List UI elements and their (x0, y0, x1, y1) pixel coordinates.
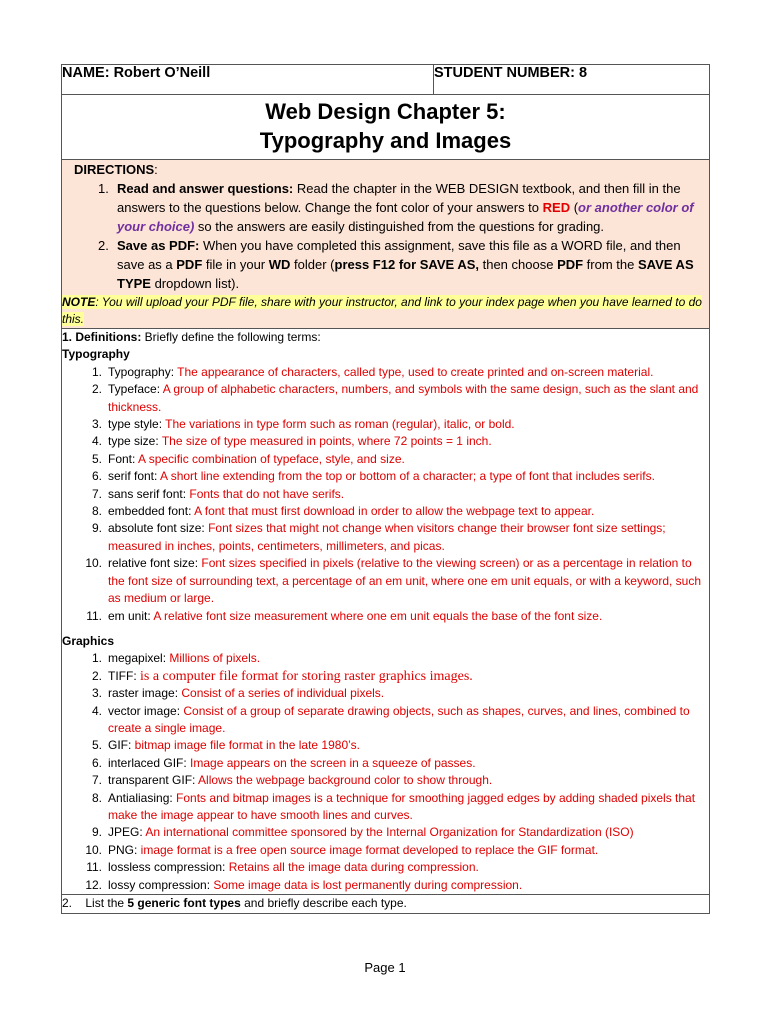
answer-text: Allows the webpage background color to show through. (198, 773, 493, 788)
header-row (62, 65, 710, 95)
item-number: 3. (91, 417, 102, 432)
title-line-1: Web Design Chapter 5: (265, 99, 506, 124)
directions-row (62, 160, 710, 329)
term-label: transparent GIF: (108, 773, 199, 788)
term-label: lossy compression: (108, 877, 214, 892)
note-text: : You will upload your PDF file, share with your instructor, and link to your index page when you have learned to do this. (62, 295, 702, 326)
typography-item (62, 433, 709, 450)
item-number: 11. (86, 860, 102, 875)
title-line-2: Typography and Images (259, 128, 512, 153)
name-label: NAME: (62, 65, 110, 81)
question-2-cell: 2. List the 5 generic font types and briefly describe each type. (62, 895, 710, 914)
item-number: 8. (91, 790, 102, 805)
item-number: 12. (85, 877, 102, 892)
graphics-item (62, 737, 709, 754)
directions-note (62, 294, 709, 328)
item-number: 5. (91, 451, 102, 466)
answer-text: The appearance of characters, called type, used to create printed and on-screen material. (177, 364, 654, 379)
term-label: Typography: (108, 364, 178, 379)
term-label: type style: (108, 417, 166, 432)
student-number-value: 8 (579, 65, 588, 81)
answer-text: A specific combination of typeface, style, and size. (138, 451, 405, 466)
typography-item (62, 555, 709, 607)
answer-text: Fonts that do not have serifs. (189, 486, 345, 501)
term-label: relative font size: (108, 556, 202, 571)
graphics-heading: Graphics (62, 633, 115, 648)
term-label: raster image: (108, 686, 182, 701)
term-label: Font: (108, 451, 139, 466)
answer-text: A short line extending from the top or bottom of a character; a type of font that includes serifs. (160, 469, 655, 484)
typography-item (62, 468, 709, 485)
item-number: 11. (86, 608, 102, 623)
item-number: 4. (91, 703, 102, 718)
item-number: 5. (91, 738, 102, 753)
answer-text: Retains all the image data during compression. (228, 860, 479, 875)
typography-item (62, 416, 709, 433)
graphics-item (62, 685, 709, 702)
item-number: 3. (91, 686, 102, 701)
definitions-cell (62, 329, 710, 895)
item-number: 10. (85, 556, 102, 571)
title-cell (62, 95, 710, 160)
typography-item (62, 486, 709, 503)
graphics-list (62, 650, 709, 894)
typography-item (62, 381, 709, 416)
graphics-item (62, 877, 709, 894)
definitions-row (62, 329, 710, 895)
directions-item-1: 1. Read and answer questions: Read the chapter in the WEB DESIGN textbook, and then fill in the answers to the questions below. Change the font color of your answers to RED (or another color of your choice) so the answers are easily distinguished from the questions for grading. (98, 181, 694, 234)
term-label: megapixel: (108, 651, 170, 666)
graphics-item (62, 668, 709, 685)
typography-item (62, 608, 709, 625)
answer-text: A group of alphabetic characters, numbers, and symbols with the same design, such as the slant and thickness. (108, 382, 699, 414)
graphics-item (62, 842, 709, 859)
term-label: serif font: (108, 469, 161, 484)
answer-text: A relative font size measurement where one em unit equals the base of the font size. (153, 608, 603, 623)
term-label: vector image: (108, 703, 184, 718)
answer-text: An international committee sponsored by the Internal Organization for Standardization (ISO) (145, 825, 634, 840)
graphics-item (62, 824, 709, 841)
page-number: Page 1 (364, 960, 406, 975)
term-label: absolute font size: (108, 521, 209, 536)
typography-item (62, 520, 709, 555)
term-label: type size: (108, 434, 162, 449)
item-number: 9. (91, 825, 102, 840)
item-number: 7. (91, 773, 102, 788)
answer-text: Font sizes specified in pixels (relative to the viewing screen) or as a percentage in relation to the font size of surrounding text, a percentage of an em unit, where one em unit equals, or with a keyword, such as medium or large. (108, 556, 702, 606)
typography-item (62, 503, 709, 520)
item-number: 1. (91, 651, 102, 666)
term-label: lossless compression: (108, 860, 229, 875)
item-number: 6. (91, 755, 102, 770)
name-value: Robert O’Neill (113, 65, 211, 81)
student-number-label: STUDENT NUMBER: (434, 65, 575, 81)
answer-text: Fonts and bitmap images is a technique for smoothing jagged edges by adding shaded pixels that make the image appear to have smooth lines and curves. (108, 790, 696, 822)
item-number: 6. (91, 469, 102, 484)
graphics-item (62, 703, 709, 738)
definitions-heading: 1. Definitions: Briefly define the following terms: (62, 330, 321, 344)
term-label: Antialiasing: (108, 790, 177, 805)
graphics-item (62, 790, 709, 825)
answer-text: A font that must first download in order to allow the webpage text to appear. (194, 504, 595, 519)
directions-item-2: 2. Save as PDF: When you have completed this assignment, save this file as a WORD file, and then save as a PDF file in your WD folder (press F12 for SAVE AS, then choose PDF from the SAVE AS TYPE dropdown list). (98, 238, 694, 291)
item-number: 8. (91, 504, 102, 519)
directions-heading: DIRECTIONS: (74, 162, 158, 177)
worksheet-table (61, 64, 710, 914)
term-label: GIF: (108, 738, 135, 753)
item-number: 9. (91, 521, 102, 536)
answer-text: The variations in type form such as roman (regular), italic, or bold. (165, 417, 515, 432)
graphics-item (62, 859, 709, 876)
name-cell (62, 65, 434, 95)
typography-heading: Typography (62, 347, 130, 362)
term-label: interlaced GIF: (108, 755, 191, 770)
answer-text: Font sizes that might not change when visitors change their browser font size settings; measured in inches, points, centimeters, millimeters, and picas. (108, 521, 666, 553)
answer-text: The size of type measured in points, where 72 points = 1 inch. (161, 434, 492, 449)
item-number: 10. (85, 842, 102, 857)
answer-text: Consist of a series of individual pixels. (181, 686, 385, 701)
directions-cell (62, 160, 710, 329)
answer-text: is a computer file format for storing raster graphics images. (140, 668, 473, 684)
term-label: PNG: (108, 842, 141, 857)
answer-text: Consist of a group of separate drawing objects, such as shapes, curves, and lines, combined to create a single image. (108, 703, 690, 735)
term-label: JPEG: (108, 825, 146, 840)
term-label: TIFF: (108, 668, 140, 683)
answer-text: bitmap image file format in the late 1980’s. (134, 738, 360, 753)
worksheet (61, 64, 709, 914)
typography-list (62, 364, 709, 625)
answer-text: Image appears on the screen in a squeeze of passes. (190, 755, 476, 770)
term-label: sans serif font: (108, 486, 190, 501)
term-label: em unit: (108, 608, 154, 623)
item-number: 4. (91, 434, 102, 449)
graphics-item (62, 650, 709, 667)
item-number: 7. (91, 486, 102, 501)
typography-item (62, 364, 709, 381)
graphics-item (62, 755, 709, 772)
answer-text: Some image data is lost permanently during compression. (213, 877, 523, 892)
student-number-cell (434, 65, 710, 95)
item-number: 2. (91, 668, 102, 683)
item-number: 1. (91, 364, 102, 379)
term-label: Typeface: (108, 382, 163, 397)
typography-item (62, 451, 709, 468)
note-label: NOTE (62, 295, 96, 309)
answer-text: Millions of pixels. (169, 651, 261, 666)
title-row (62, 95, 710, 160)
answer-text: image format is a free open source image format developed to replace the GIF format. (140, 842, 599, 857)
item-number: 2. (91, 382, 102, 397)
graphics-item (62, 772, 709, 789)
term-label: embedded font: (108, 504, 195, 519)
question-2-row (62, 895, 710, 914)
